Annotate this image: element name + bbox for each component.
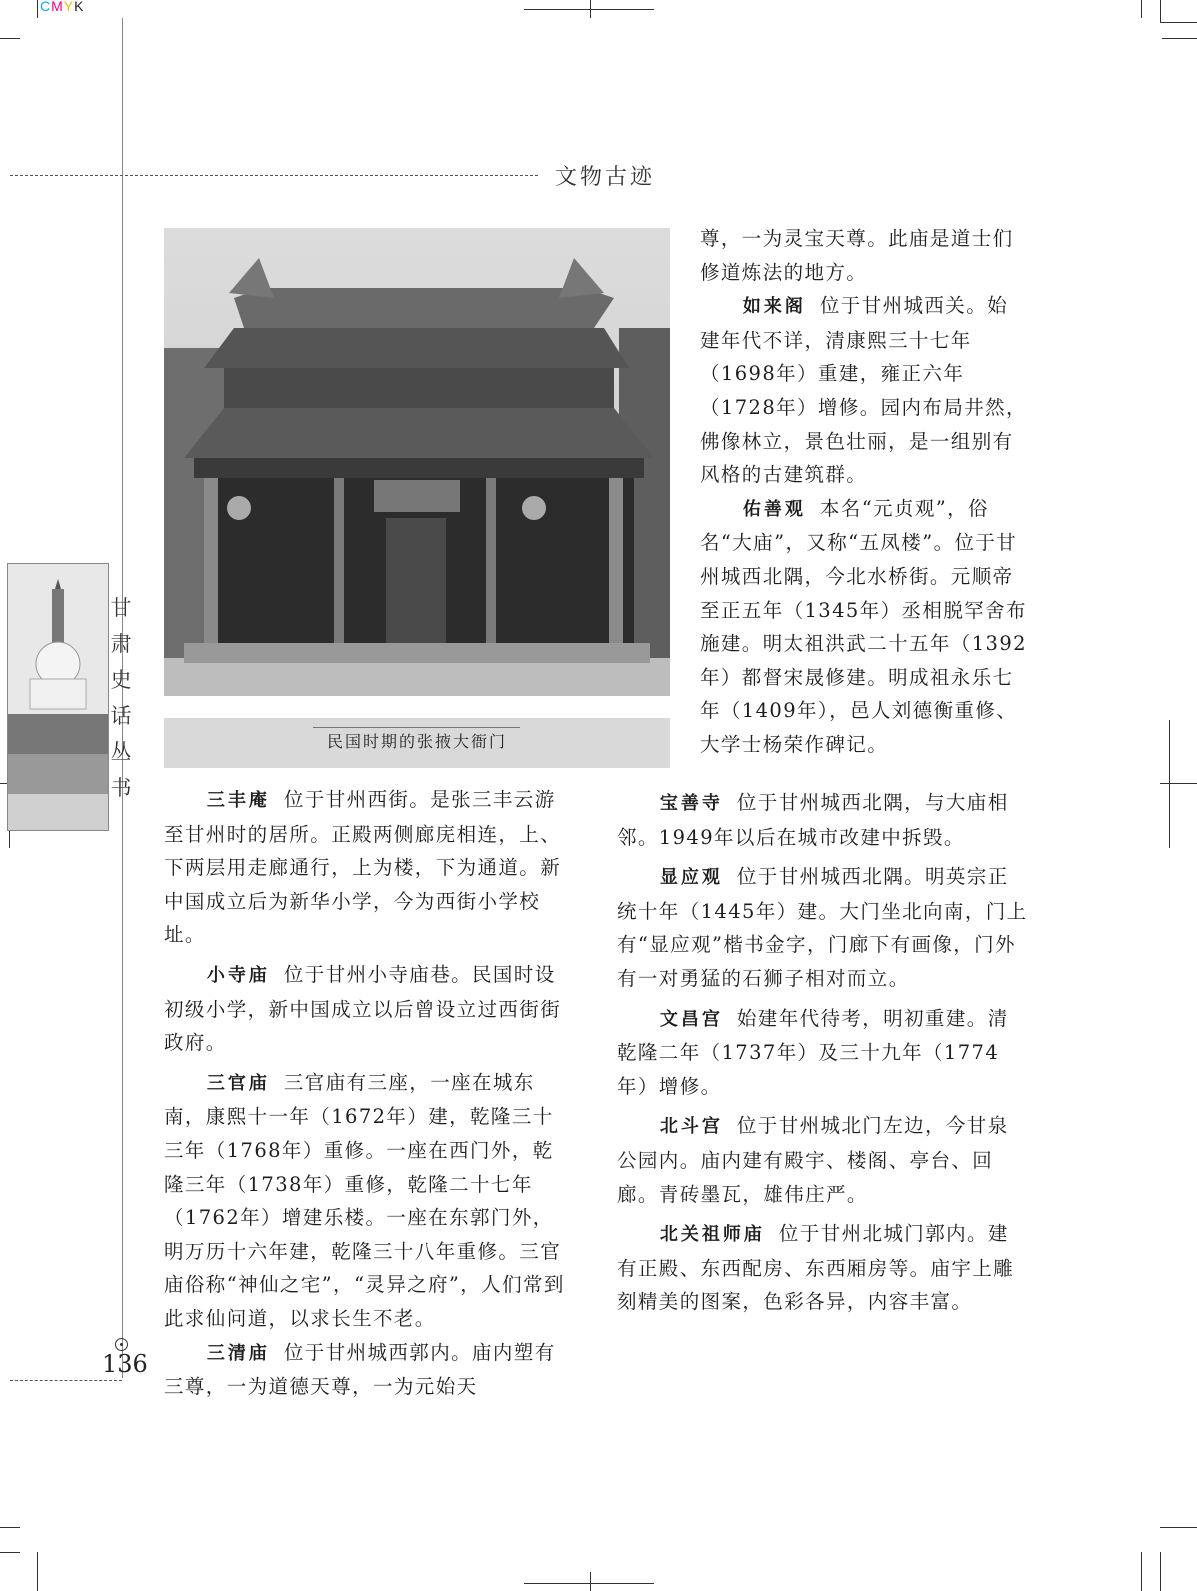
registration-mark <box>1160 783 1197 784</box>
entry-text: 三官庙有三座，一座在城东南，康熙十一年（1672年）建，乾隆三十三年（1768年）重修。一座在西门外，乾隆三年（1738年）重修，乾隆二十七年（1762年）增建乐楼。一座在东郭门外，明万历十六年建，乾隆三十八年重修。三官庙俗称“神仙之宅”，“灵异之府”，人们常到此求仙问道，以求长生不老。 <box>164 1070 565 1330</box>
entry-text: 位于甘州城西郭内。庙内塑有三尊，一为道德天尊，一为元始天 <box>164 1340 556 1399</box>
series-char: 甘 <box>110 596 132 620</box>
entry-sanfengan <box>164 783 574 952</box>
section-title: 文物古迹 <box>555 165 656 190</box>
entry-rulaige <box>700 289 1028 492</box>
registration-mark <box>1169 720 1170 848</box>
series-char: 话 <box>110 704 132 728</box>
entry-baoshansi <box>617 786 1028 854</box>
right-column-top <box>700 222 1028 762</box>
pagoda-thumbnail <box>7 563 109 831</box>
entry-heading: 小寺庙 <box>206 964 270 986</box>
entry-text: 位于甘州城北门左边，今甘泉公园内。庙内建有殿宇、楼阁、亭台、回廊。青砖墨瓦，雄伟庄严。 <box>617 1114 1009 1206</box>
entry-heading: 北斗宫 <box>659 1116 723 1138</box>
entry-heading: 文昌宫 <box>659 1008 723 1030</box>
figure-caption: 民国时期的张掖大衙门 <box>326 732 507 751</box>
series-char: 肃 <box>110 632 132 656</box>
entry-sanguanmiao <box>164 1066 574 1336</box>
crop-mark <box>1141 0 1142 18</box>
crop-mark <box>1141 1552 1142 1591</box>
crop-mark <box>1162 38 1197 39</box>
entry-heading: 佑善观 <box>742 498 806 520</box>
entry-sanqingmiao <box>164 1336 574 1404</box>
entry-heading: 北关祖师庙 <box>659 1224 765 1246</box>
entry-heading: 三清庙 <box>206 1342 270 1364</box>
entry-beiguan-zushimiao <box>617 1217 1028 1319</box>
series-char: 书 <box>110 776 132 800</box>
entry-wenchanggong <box>617 1002 1028 1104</box>
page-number: 136 <box>102 1350 148 1378</box>
entry-text: 本名“元贞观”，俗名“大庙”，又称“五凤楼”。位于甘州城西北隅，今北水桥街。元顺帝至正五年（1345年）丞相脱罕舍布施建。明太祖洪武二十五年（1392年）都督宋晟修建。明成祖永乐七年（1409年），邑人刘德衡重修、大学士杨荣作碑记。 <box>700 496 1027 756</box>
entry-text: 位于甘州北城门郭内。建有正殿、东西配房、东西厢房等。庙宇上雕刻精美的图案，色彩各异，内容丰富。 <box>617 1222 1015 1314</box>
registration-mark <box>590 1572 591 1591</box>
book-series-title <box>108 590 134 806</box>
entry-heading: 如来阁 <box>742 296 806 318</box>
crop-mark <box>1160 0 1161 22</box>
entry-youshanguan <box>700 492 1028 762</box>
entry-xiaosimiao <box>164 958 574 1060</box>
crop-mark <box>37 1552 38 1591</box>
entry-heading: 三官庙 <box>206 1072 270 1094</box>
crop-mark <box>37 0 38 18</box>
entry-text: 始建年代待考，明初重建。清乾隆二年（1737年）及三十九年（1774年）增修。 <box>617 1006 1009 1098</box>
entry-heading: 宝善寺 <box>659 793 723 814</box>
crop-mark <box>0 1527 20 1528</box>
footer-rule <box>10 1380 122 1381</box>
series-char: 史 <box>110 668 132 692</box>
entry-text: 位于甘州西街。是张三丰云游至甘州时的居所。正殿两侧廊庑相连，上、下两层用走廊通行，上为楼，下为通道。新中国成立后为新华小学，今为西街小学校址。 <box>164 788 562 947</box>
entry-heading: 三丰庵 <box>206 790 270 811</box>
crop-mark <box>0 38 20 39</box>
crop-mark <box>1160 1527 1197 1528</box>
header-rule <box>10 175 538 176</box>
crop-mark <box>1160 1552 1161 1591</box>
entry-text: 位于甘州城西北隅。明英宗正统十年（1445年）建。大门坐北向南，门上有“显应观”楷书金字，门廊下有画像，门外有一对勇猛的石狮子相对而立。 <box>617 865 1028 990</box>
entry-text: 位于甘州城西北隅，与大庙相邻。1949年以后在城市改建中拆毁。 <box>617 791 1009 849</box>
caption-rule <box>313 727 520 728</box>
entry-text: 位于甘州城西关。始建年代不详，清康熙三十七年（1698年）重建，雍正六年（1728年）增修。园内布局井然，佛像林立，景色壮丽，是一组别有风格的古建筑群。 <box>700 294 1027 487</box>
crop-mark <box>0 1552 20 1553</box>
registration-mark <box>524 1583 654 1584</box>
entry-beidougong <box>617 1109 1028 1211</box>
left-column <box>164 783 574 1404</box>
crop-mark <box>1160 22 1197 23</box>
registration-mark <box>590 0 591 18</box>
series-char: 丛 <box>110 740 132 764</box>
right-column-bottom <box>617 786 1028 1319</box>
paragraph-sanqing-continued: 尊，一为灵宝天尊。此庙是道士们修道炼法的地方。 <box>700 227 1014 284</box>
entry-text: 位于甘州小寺庙巷。民国时设初级小学，新中国成立以后曾设立过西街街政府。 <box>164 962 562 1055</box>
registration-mark <box>524 9 654 10</box>
entry-heading: 显应观 <box>659 867 723 889</box>
cmyk-print-mark: CMYK <box>40 0 85 14</box>
historic-building-photo <box>164 228 670 696</box>
entry-xianyingguan <box>617 860 1028 995</box>
